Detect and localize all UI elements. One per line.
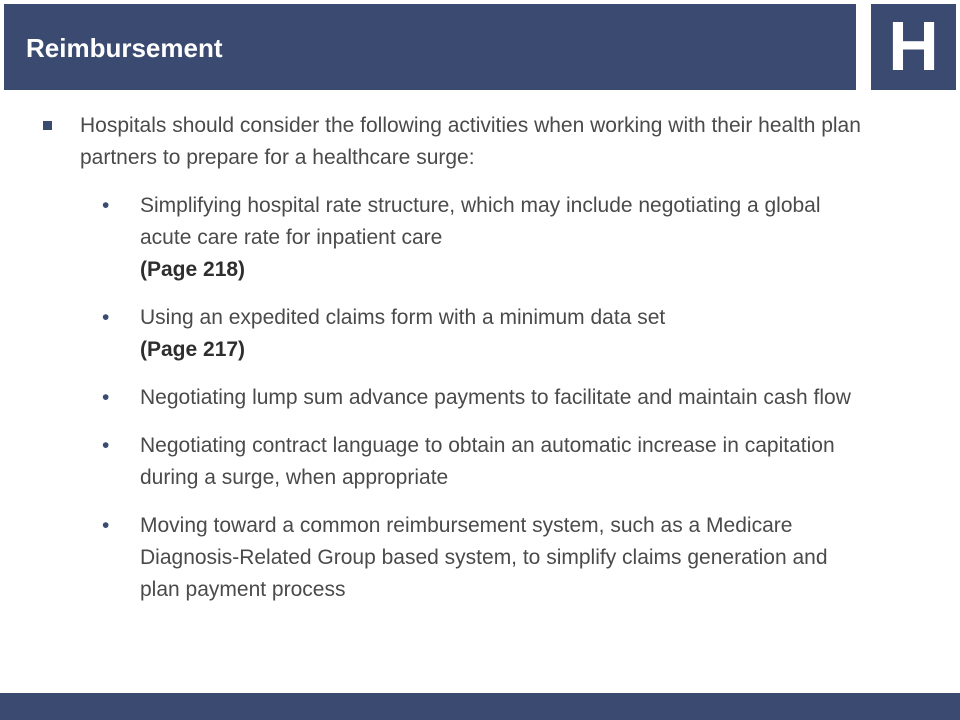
list-item bbox=[40, 430, 870, 494]
dot-bullet-icon: • bbox=[102, 306, 110, 329]
title-bar bbox=[4, 4, 856, 90]
list-item-text: Negotiating contract language to obtain an automatic increase in capitation during a surge, when appropriate bbox=[140, 434, 835, 489]
page-reference: (Page 218) bbox=[140, 258, 246, 281]
list-item bbox=[40, 510, 870, 606]
list-item bbox=[40, 382, 870, 414]
intro-text: Hospitals should consider the following activities when working with their health plan partners to prepare for a healthcare surge: bbox=[80, 114, 861, 169]
slide-content bbox=[40, 110, 870, 622]
square-bullet-icon bbox=[43, 121, 52, 130]
list-item-text: Moving toward a common reimbursement system, such as a Medicare Diagnosis-Related Group based system, to simplify claims generation and plan payment process bbox=[140, 514, 828, 601]
logo-letter: H bbox=[888, 7, 939, 85]
main-bullet bbox=[40, 110, 870, 174]
page-reference: (Page 217) bbox=[140, 338, 246, 361]
list-item bbox=[40, 302, 870, 366]
slide-title: Reimbursement bbox=[26, 33, 223, 63]
dot-bullet-icon: • bbox=[102, 434, 110, 457]
list-item-text: Using an expedited claims form with a minimum data set bbox=[140, 306, 666, 329]
dot-bullet-icon: • bbox=[102, 514, 110, 537]
dot-bullet-icon: • bbox=[102, 194, 110, 217]
list-item-text: Simplifying hospital rate structure, which may include negotiating a global acute care rate for inpatient care bbox=[140, 194, 821, 249]
activity-list bbox=[40, 190, 870, 606]
list-item-text: Negotiating lump sum advance payments to facilitate and maintain cash flow bbox=[140, 386, 851, 409]
footer-bar bbox=[0, 693, 960, 720]
hospital-logo bbox=[871, 4, 956, 90]
dot-bullet-icon: • bbox=[102, 386, 110, 409]
list-item bbox=[40, 190, 870, 286]
